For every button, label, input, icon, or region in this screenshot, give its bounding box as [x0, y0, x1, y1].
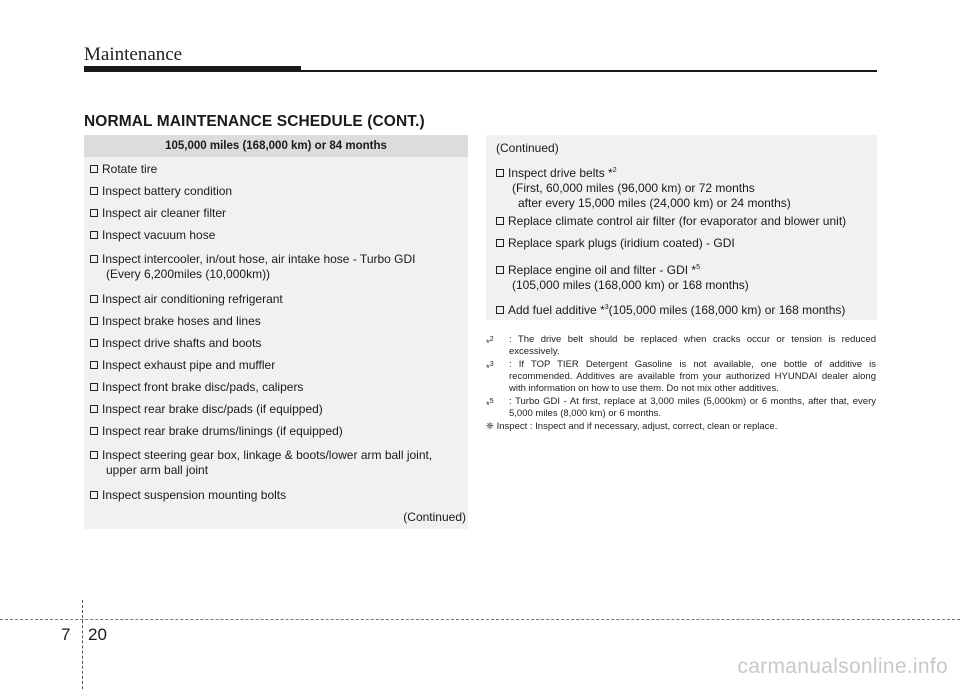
- checkbox-icon: [90, 255, 98, 263]
- page-divider-horizontal: [0, 619, 960, 620]
- list-item: Rotate tire: [90, 162, 157, 177]
- list-item: Inspect brake hoses and lines: [90, 314, 261, 329]
- header-title: Maintenance: [84, 44, 183, 65]
- list-item: Inspect drive shafts and boots: [90, 336, 261, 351]
- checkbox-icon: [496, 306, 504, 314]
- list-item: Inspect air conditioning refrigerant: [90, 292, 283, 307]
- list-item: Inspect front brake disc/pads, calipers: [90, 380, 303, 395]
- header-bar-thin: [301, 70, 877, 72]
- list-item: Inspect intercooler, in/out hose, air intake hose - Turbo GDI (Every 6,200miles (10,000km)): [90, 252, 416, 282]
- footnotes: [486, 334, 876, 434]
- left-schedule-panel: [84, 135, 468, 529]
- checkbox-icon: [496, 217, 504, 225]
- checkbox-icon: [496, 239, 504, 247]
- list-item: Inspect vacuum hose: [90, 228, 215, 243]
- list-item: Replace engine oil and filter - GDI *$^5$ (105,000 miles (168,000 km) or 168 months): [496, 260, 749, 293]
- footnote: ❈ Inspect : Inspect and if necessary, adjust, correct, clean or replace.: [486, 421, 778, 432]
- header-bar-thick: [84, 66, 301, 72]
- footnote: *$^2$ : The drive belt should be replaced when cracks occur or tension is reduced excessively.: [486, 334, 876, 357]
- checkbox-icon: [90, 427, 98, 435]
- section-title: NORMAL MAINTENANCE SCHEDULE (CONT.): [84, 113, 425, 130]
- footnote: *$^5$ : Turbo GDI - At first, replace at 3,000 miles (5,000km) or 6 months, after that, every 5,000 miles (8,000 km) or 6 months.: [486, 396, 876, 419]
- checkbox-icon: [90, 317, 98, 325]
- checkbox-icon: [90, 451, 98, 459]
- page-number: 20: [88, 625, 107, 644]
- checkbox-icon: [90, 295, 98, 303]
- list-item: Inspect steering gear box, linkage & boots/lower arm ball joint, upper arm ball joint: [90, 448, 432, 478]
- list-item: Add fuel additive *$^3$(105,000 miles (168,000 km) or 168 months): [496, 300, 845, 318]
- checkbox-icon: [90, 405, 98, 413]
- interval-header: 105,000 miles (168,000 km) or 84 months: [84, 135, 468, 157]
- footnote: *$^3$ : If TOP TIER Detergent Gasoline is not available, one bottle of additive is recommended. Additives are available from your authorized HYUNDAI dealer along with information on how to use them. Do not mix other additives.: [486, 359, 876, 394]
- continued-label: (Continued): [403, 510, 466, 524]
- checkbox-icon: [90, 165, 98, 173]
- checkbox-icon: [90, 231, 98, 239]
- continued-label: (Continued): [496, 141, 559, 155]
- list-item: Inspect rear brake drums/linings (if equipped): [90, 424, 343, 439]
- list-item: Replace climate control air filter (for evaporator and blower unit): [496, 214, 846, 229]
- list-item: Inspect exhaust pipe and muffler: [90, 358, 275, 373]
- list-item: Inspect suspension mounting bolts: [90, 488, 286, 503]
- checkbox-icon: [90, 383, 98, 391]
- list-item: Inspect rear brake disc/pads (if equipped): [90, 402, 323, 417]
- checkbox-icon: [90, 209, 98, 217]
- checkbox-icon: [496, 266, 504, 274]
- checkbox-icon: [90, 339, 98, 347]
- checkbox-icon: [90, 187, 98, 195]
- list-item: Inspect battery condition: [90, 184, 232, 199]
- list-item: Inspect air cleaner filter: [90, 206, 226, 221]
- chapter-number: 7: [61, 625, 71, 644]
- checkbox-icon: [496, 169, 504, 177]
- list-item: Inspect drive belts *$^2$ (First, 60,000 miles (96,000 km) or 72 months after every 15,000 miles (24,000 km) or 24 months): [496, 163, 791, 211]
- right-schedule-panel: [486, 135, 877, 320]
- checkbox-icon: [90, 491, 98, 499]
- list-item: Replace spark plugs (iridium coated) - GDI: [496, 236, 735, 251]
- watermark: carmanualsonline.info: [737, 655, 948, 678]
- checkbox-icon: [90, 361, 98, 369]
- page-divider-vertical: [82, 600, 84, 689]
